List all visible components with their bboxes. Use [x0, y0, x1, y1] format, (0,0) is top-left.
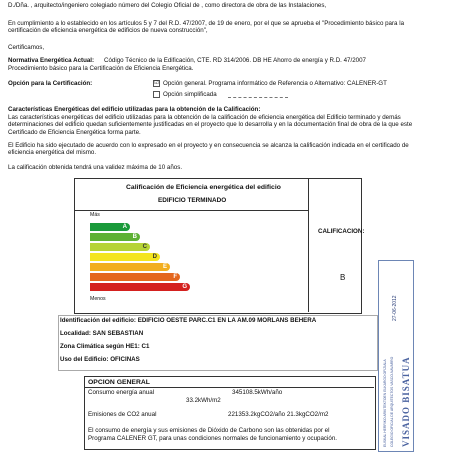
energy-bar-letter: G [182, 284, 187, 290]
scale-top-label: Más [90, 212, 100, 218]
energy-bar-letter: A [122, 224, 127, 230]
opcion-label: Opción para la Certificación: [8, 80, 93, 87]
general-checkbox[interactable]: ☑ [154, 80, 159, 86]
header-line2: En cumplimiento a lo establecido en los artículos 5 y 7 del R.D. 47/2007, de 19 de enero, por el que se aprueba el "Procedimiento básico para la certificación de eficiencia energética de edificios de nueva construcción", [8, 20, 405, 35]
simplificada-blank [228, 97, 288, 98]
energy-bar-f [90, 273, 180, 281]
energy-bar-letter: E [162, 264, 167, 270]
identificacion-line4: Uso del Edificio: OFICINAS [60, 356, 140, 363]
certificate-subtitle: EDIFICIO TERMINADO [158, 197, 227, 204]
stamp-line2: EUSKAL HERRIKO ARKITEKTOEN ELKARGO OFIZIALA [383, 359, 387, 447]
emisiones-value: 221353.2kgCO2/año 21.3kgCO2/m2 [228, 411, 329, 418]
certifico-label: Certificamos, [8, 44, 45, 51]
energy-bar-a [90, 223, 130, 231]
opcion-general-text: Opción general. Programa informático de Referencia o Alternativo: CALENER-GT [163, 80, 387, 87]
identificacion-line3: Zona Climática según HE1: C1 [60, 343, 150, 350]
consumo-m2-value: 33.2kWh/m2 [186, 397, 221, 404]
caracteristicas-title: Características Energéticas del edificio utilizadas para la obtención de la Calificación: [8, 106, 261, 113]
energy-bar-b [90, 233, 140, 241]
opcion-general-footer1: El consumo de energía y sus emisiones de Dióxido de Carbono son las obtenidas por el [88, 427, 330, 434]
stamp-date: 27-06-2012 [392, 295, 398, 321]
emisiones-label: Emisiones de CO2 anual [88, 411, 157, 418]
caracteristicas-p2: El Edificio ha sido ejecutado de acuerdo con lo expresado en el proyecto y en consecuencia se alcanza la calificación indicada en el certificado de eficiencia energética del mismo. [8, 142, 409, 157]
certificate-title: Calificación de Eficiencia energética del edificio [126, 184, 281, 191]
energy-bar-letter: B [132, 234, 137, 240]
visado-stamp [378, 260, 414, 452]
opcion-general-title: OPCION GENERAL [88, 379, 150, 386]
energy-bar-d [90, 253, 160, 261]
identificacion-line1: Identificación del edificio: EDIFICIO OESTE PARC.C1 EN LA AM.09 MORLANS BEHERA [60, 317, 317, 324]
header-line1: D./Dña. , arquitecto/ingeniero colegiado número del Colegio Oficial de , como directora de obra de las Instalaciones, [8, 2, 327, 9]
certificate-title-rule [74, 210, 308, 211]
energy-bar-letter: D [152, 254, 157, 260]
normativa-text1: Código Técnico de la Edificación, CTE. RD 314/2006. DB HE Ahorro de energía y R.D. 47/2007 [104, 57, 366, 64]
energy-bar-letter: C [142, 244, 147, 250]
opcion-general-rule [84, 387, 374, 388]
energy-bar-g [90, 283, 190, 291]
certificate-divider [308, 178, 309, 312]
energy-bar-letter: F [173, 274, 177, 280]
calificacion-value: B [340, 273, 346, 282]
caracteristicas-p1: Las características energéticas del edificio utilizadas para la obtención de la calificación de eficiencia energética del Edificio terminado y demás determinaciones del edificio quedan suficientemente justificadas en el proyecto que lo desarrolla y en la documentación final de obra de la que este Certificado de Eficiencia Energética forma parte. [8, 114, 413, 136]
identificacion-line2: Localidad: SAN SEBASTIAN [60, 330, 144, 337]
calificacion-label: CALIFICACION: [318, 228, 365, 235]
consumo-value: 345108.5kWh/año [232, 389, 283, 396]
visado-title: VISADO BISATUA [401, 356, 411, 447]
opcion-general-footer2: Programa CALENER GT, para unas condiciones normales de funcionamiento y ocupación. [88, 435, 338, 442]
simplificada-checkbox[interactable] [153, 91, 160, 98]
caracteristicas-p3: La calificación obtenida tendrá una validez máxima de 10 años. [8, 164, 183, 171]
opcion-simplificada-text: Opción simplificada [163, 91, 217, 98]
normativa-label: Normativa Energética Actual: [8, 57, 95, 64]
stamp-line1: COLEGIO OFICIAL DE ARQUITECTOS VASCO-NAVARRO [390, 356, 394, 447]
normativa-text2: Procedimiento básico para la Certificación de Eficiencia Energética. [8, 65, 194, 72]
energy-bar-c [90, 243, 150, 251]
energy-bar-e [90, 263, 170, 271]
consumo-label: Consumo energía anual [88, 389, 155, 396]
scale-bottom-label: Menos [90, 296, 106, 302]
